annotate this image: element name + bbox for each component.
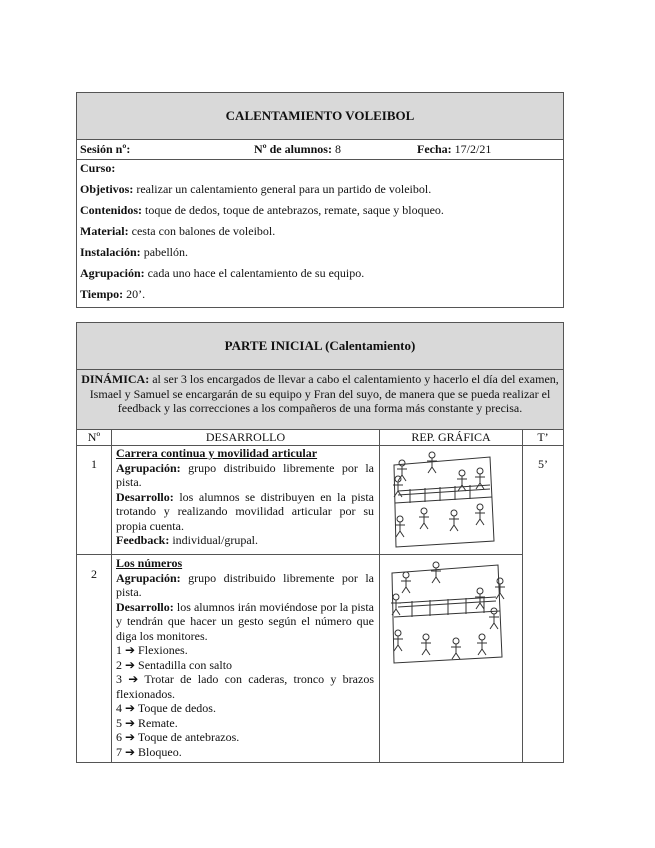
row-2-number: 2 bbox=[91, 567, 97, 581]
material-field: Material: cesta con balones de voleibol. bbox=[80, 224, 276, 238]
row-1-title: Carrera continua y movilidad articular bbox=[116, 446, 318, 460]
row-2-item: 3 ➔ Trotar de lado con caderas, tronco y brazos flexionados. bbox=[116, 672, 374, 701]
court-sketch-2 bbox=[386, 557, 514, 667]
row-1-desarrollo: Desarrollo: los alumnos se distribuyen en la pista trotando y realizando movilidad articular por su propia cuenta. bbox=[116, 489, 374, 533]
col-header-desarrollo: DESARROLLO bbox=[205, 430, 286, 444]
dinamica-block: DINÁMICA: al ser 3 los encargados de llevar a cabo el calentamiento y hacerlo el día del examen, Ismael y Samuel se encargarán de su equipo y Fran del suyo, de manera que se pueda realizar el feedback y las correcciones a los compañeros de una forma más constante y precisa. bbox=[77, 370, 563, 430]
row-2-item: 2 ➔ Sentadilla con salto bbox=[116, 657, 233, 672]
row-2-title: Los números bbox=[116, 556, 183, 570]
warmup-plan-table bbox=[76, 322, 564, 763]
row-2-item: 7 ➔ Bloqueo. bbox=[116, 744, 182, 759]
curso-field: Curso: bbox=[80, 161, 116, 175]
row-2-desarrollo: Desarrollo: los alumnos irán moviéndose por la pista y tendrán que hacer un gesto según el número que diga los monitores. bbox=[116, 599, 375, 643]
col-header-num: Nº bbox=[87, 430, 101, 444]
session-header-table bbox=[76, 92, 564, 308]
col-header-tiempo: T’ bbox=[537, 430, 549, 444]
session-row bbox=[77, 139, 563, 160]
instalacion-field: Instalación: pabellón. bbox=[80, 245, 189, 259]
divider bbox=[379, 429, 380, 763]
row-2-item: 6 ➔ Toque de antebrazos. bbox=[116, 730, 240, 744]
contenidos-field: Contenidos: toque de dedos, toque de antebrazos, remate, saque y bloqueo. bbox=[80, 203, 444, 217]
activity-grid bbox=[76, 429, 564, 763]
divider bbox=[77, 554, 523, 555]
tiempo-field: Tiempo: 20’. bbox=[80, 287, 146, 301]
fecha-field: Fecha: 17/2/21 bbox=[417, 142, 492, 156]
row-2-item: 1 ➔ Flexiones. bbox=[116, 643, 188, 657]
alumnos-field: Nº de alumnos: 8 bbox=[254, 142, 341, 156]
row-1-description bbox=[116, 446, 374, 548]
row-1-time: 5’ bbox=[538, 457, 548, 471]
row-2-description bbox=[116, 556, 374, 759]
divider bbox=[522, 429, 523, 763]
col-header-grafica: REP. GRÁFICA bbox=[411, 430, 491, 444]
row-2-item: 5 ➔ Remate. bbox=[116, 715, 178, 730]
row-2-agrupacion: Agrupación: grupo distribuido libremente por la pista. bbox=[116, 570, 375, 599]
plan-title: PARTE INICIAL (Calentamiento) bbox=[77, 323, 563, 370]
court-sketch-1 bbox=[390, 449, 498, 551]
row-1-agrupacion: Agrupación: grupo distribuido libremente por la pista. bbox=[116, 460, 375, 489]
sesion-field: Sesión nº: bbox=[80, 142, 131, 156]
row-2-item: 4 ➔ Toque de dedos. bbox=[116, 701, 216, 715]
row-1-feedback: Feedback: individual/grupal. bbox=[116, 533, 258, 547]
agrupacion-field: Agrupación: cada uno hace el calentamiento de su equipo. bbox=[80, 266, 365, 280]
session-title: CALENTAMIENTO VOLEIBOL bbox=[77, 93, 563, 140]
divider bbox=[111, 429, 112, 763]
objetivos-field: Objetivos: realizar un calentamiento general para un partido de voleibol. bbox=[80, 182, 432, 196]
row-1-number: 1 bbox=[91, 457, 97, 471]
